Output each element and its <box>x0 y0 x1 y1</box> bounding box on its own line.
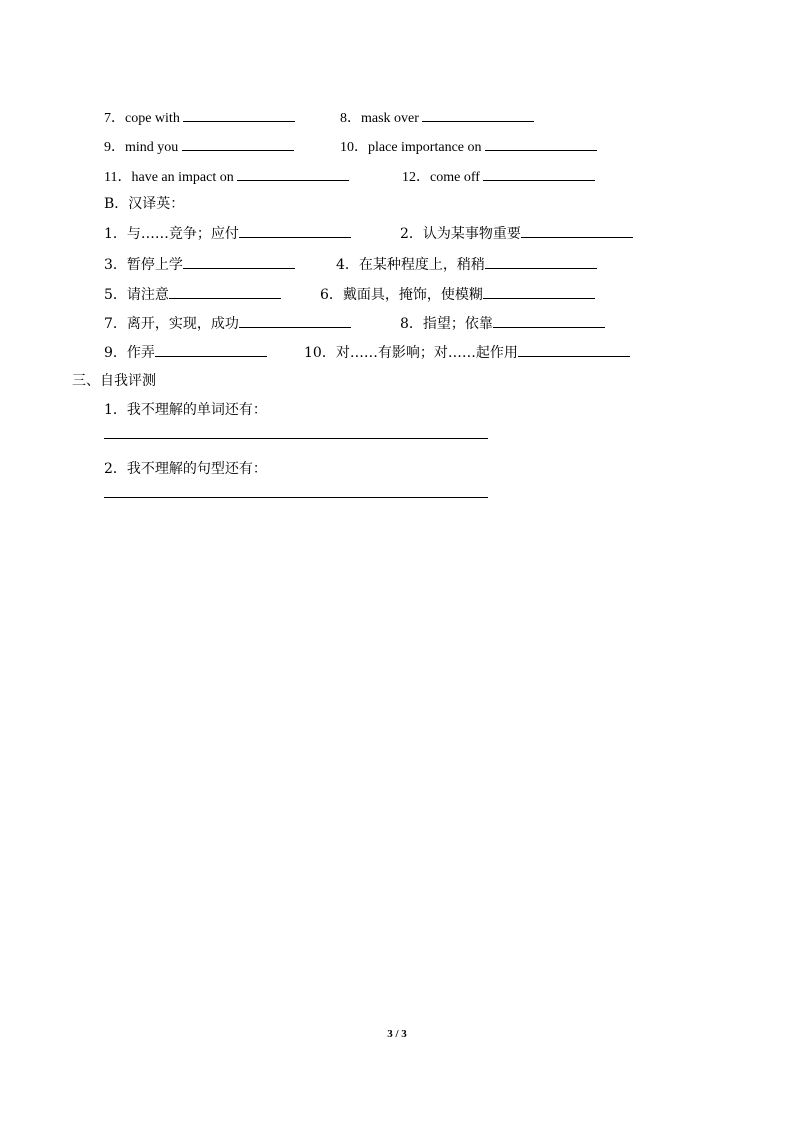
answer-blank[interactable] <box>183 108 295 122</box>
item-text: 认为某事物重要 <box>422 226 521 242</box>
item-text: mask over <box>361 111 419 126</box>
item-number: 2． <box>400 226 423 242</box>
item-text: 请注意 <box>126 287 169 303</box>
item-text: 作弄 <box>126 345 155 361</box>
answer-blank[interactable] <box>182 137 294 151</box>
item-number: 4． <box>336 257 359 273</box>
item-number: 1． <box>104 226 127 242</box>
item-text: 离开，实现，成功 <box>126 316 239 332</box>
item-number: 11． <box>104 170 132 185</box>
self-eval-heading: 三、自我评测 <box>72 373 156 389</box>
item-number: 5． <box>104 287 127 303</box>
item-number: 6． <box>320 287 343 303</box>
answer-blank[interactable] <box>521 224 633 238</box>
answer-blank[interactable] <box>183 255 295 269</box>
item-text: place importance on <box>368 140 482 155</box>
item-text: 指望；依靠 <box>422 316 493 332</box>
item-number: 9． <box>104 140 125 155</box>
item-number: 12． <box>402 170 430 185</box>
self-eval-question-1: 1．我不理解的单词还有： <box>104 402 267 418</box>
phrase-item-10 <box>340 137 597 157</box>
item-number: 8． <box>400 316 423 332</box>
translate-item-10 <box>304 343 630 362</box>
translate-item-9 <box>104 343 267 362</box>
item-number: 8． <box>340 111 361 126</box>
item-number: 3． <box>104 257 127 273</box>
answer-line-2[interactable] <box>104 497 488 498</box>
answer-blank[interactable] <box>422 108 534 122</box>
translate-item-1 <box>104 224 351 243</box>
item-text: have an impact on <box>131 170 234 185</box>
item-text: 暂停上学 <box>126 257 183 273</box>
answer-blank[interactable] <box>493 314 605 328</box>
answer-blank[interactable] <box>239 224 351 238</box>
translate-item-4 <box>336 255 597 274</box>
answer-blank[interactable] <box>169 285 281 299</box>
answer-blank[interactable] <box>237 167 349 181</box>
item-number: 7． <box>104 316 127 332</box>
phrase-item-9 <box>104 137 294 157</box>
item-text: 在某种程度上，稍稍 <box>358 257 485 273</box>
item-text: 对……有影响；对……起作用 <box>335 345 518 361</box>
item-number: 10． <box>340 140 368 155</box>
translate-item-2 <box>400 224 633 243</box>
answer-blank[interactable] <box>239 314 351 328</box>
item-text: 戴面具，掩饰，使模糊 <box>342 287 483 303</box>
section-b-heading: B．汉译英： <box>104 196 185 212</box>
item-number: 9． <box>104 345 127 361</box>
answer-blank[interactable] <box>483 285 595 299</box>
item-number: 7． <box>104 111 125 126</box>
translate-item-3 <box>104 255 295 274</box>
answer-line-1[interactable] <box>104 438 488 439</box>
answer-blank[interactable] <box>155 343 267 357</box>
answer-blank[interactable] <box>485 137 597 151</box>
phrase-item-11 <box>104 167 349 187</box>
phrase-item-8 <box>340 108 534 128</box>
item-number: 10． <box>304 345 336 361</box>
answer-blank[interactable] <box>485 255 597 269</box>
item-text: cope with <box>125 111 180 126</box>
item-text: come off <box>430 170 480 185</box>
self-eval-question-2: 2．我不理解的句型还有： <box>104 461 267 477</box>
translate-item-5 <box>104 285 281 304</box>
item-text: mind you <box>125 140 179 155</box>
answer-blank[interactable] <box>518 343 630 357</box>
translate-item-6 <box>320 285 595 304</box>
translate-item-7 <box>104 314 351 333</box>
phrase-item-12 <box>402 167 595 187</box>
page-number: 3 / 3 <box>387 1028 407 1040</box>
translate-item-8 <box>400 314 605 333</box>
item-text: 与……竞争；应付 <box>126 226 239 242</box>
answer-blank[interactable] <box>483 167 595 181</box>
phrase-item-7 <box>104 108 295 128</box>
